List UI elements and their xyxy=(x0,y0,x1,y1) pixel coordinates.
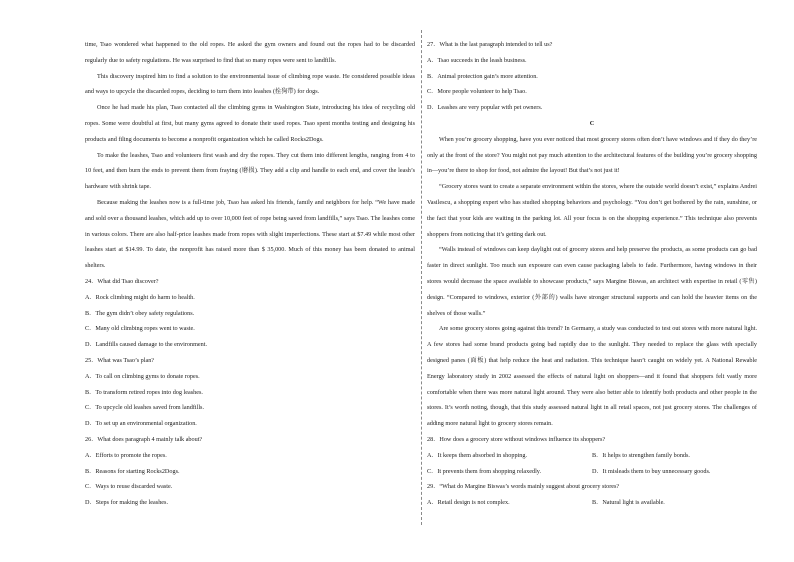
question-25-option-a[interactable]: A．To call on climbing gyms to donate ropes. xyxy=(85,372,200,380)
passage-paragraph: “Grocery stores want to create a separate environment within the stores, where the outside world doesn’t exist,” explains Andrei Vasilescu, a shopping expert who has studied shopping behaviors and psychology. “You don’t get bothered by the rain, sunshine, or the fact that your kids are waiting in the parking lot. All your focus is on the shopping experience.” This technique also prevents shoppers from noticing that it’s getting dark out. xyxy=(427,183,757,238)
question-28-stem: 28．How does a grocery store without windows influence its shoppers? xyxy=(427,435,606,443)
question-25-stem: 25．What was Tsao’s plan? xyxy=(85,356,155,364)
passage-paragraph: Are some grocery stores going against this trend? In Germany, a study was conducted to test out stores with more natural light. A few stores had some brand products going bad rapidly due to the sunlight. They needed to replace the glass with specially designed panes (面板) that help reduce the heat and radiation. This technique hasn’t caught on widely yet. A National Rewable Energy laboratory study in 2002 assessed the effects of natural light on shoppers—and it found that shoppers felt vastly more comfortable when there was more natural light around. They were also better able to identify both products and other people in the stores. It’s worth noting, though, that this study assessed natural light in all retail spaces, not just grocery stores. The challenges of adding more natural light to grocery stores remain. xyxy=(427,325,757,428)
passage-paragraph: When you’re grocery shopping, have you ever noticed that most grocery stores often don’t have windows and if they do they’re only at the front of the store? You might not pay much attention to the architectural features of the building you’re grocery shopping in—you’re there to shop for food, not admire the layout! But that’s not just it! xyxy=(427,135,757,175)
question-26-option-b[interactable]: B．Reasons for starting Rocks2Dogs. xyxy=(85,467,180,475)
passage-paragraph: This discovery inspired him to find a solution to the environmental issue of climbing rope waste. He considered possible ideas and ways to upcycle the discarded ropes, deciding to turn them into leashes (拴狗带) for dogs. xyxy=(85,72,415,96)
question-27-option-c[interactable]: C．More people volunteer to help Tsao. xyxy=(427,88,527,96)
question-29-stem: 29．“What do Margine Biswas’s words mainly suggest about grocery stores? xyxy=(427,483,620,491)
question-24-option-b[interactable]: B．The gym didn’t obey safety regulations. xyxy=(85,309,195,317)
question-28-option-a[interactable]: A．It keeps them absorbed in shopping. xyxy=(427,451,528,459)
question-26-stem: 26．What does paragraph 4 mainly talk about? xyxy=(85,435,203,443)
question-26-option-d[interactable]: D．Steps for making the leashes. xyxy=(85,499,168,507)
section-heading: C xyxy=(589,119,595,127)
question-29-option-a[interactable]: A．Retail design is not complex. xyxy=(427,499,510,507)
question-24-option-d[interactable]: D．Landfills caused damage to the environment. xyxy=(85,341,207,349)
passage-paragraph: time, Tsao wondered what happened to the old ropes. He asked the gym owners and found out the ropes had to be discarded regularly due to safety regulations. He was surprised to find that so many ropes were sent to landfills. xyxy=(85,41,415,64)
passage-paragraph: To make the leashes, Tsao and volunteers first wash and dry the ropes. They cut them into different lengths, ranging from 4 to 10 feet, and then burn the ends to prevent them from fraying (磨损). They add a clip and handle to each end, and cover the leash’s hardware with shrink tape. xyxy=(85,151,415,191)
column-divider xyxy=(421,30,422,525)
question-28-option-c[interactable]: C．It prevents them from shopping relaxedly. xyxy=(427,467,542,475)
question-27-option-b[interactable]: B．Animal protection gain’s more attention. xyxy=(427,72,538,80)
question-25-option-b[interactable]: B．To transform retired ropes into dog leashes. xyxy=(85,388,203,396)
right-column xyxy=(427,37,757,511)
question-28-option-d[interactable]: D．It misleads them to buy unnecessary goods. xyxy=(592,467,711,475)
question-27-option-d[interactable]: D．Leashes are very popular with pet owners. xyxy=(427,104,543,112)
left-column xyxy=(85,37,415,511)
question-29-option-b[interactable]: B．Natural light is available. xyxy=(592,499,665,507)
question-25-option-c[interactable]: C．To upcycle old leashes saved from landfills. xyxy=(85,404,204,412)
question-27-stem: 27．What is the last paragraph intended to tell us? xyxy=(427,41,553,48)
question-26-option-a[interactable]: A．Efforts to promote the ropes. xyxy=(85,451,167,459)
passage-paragraph: Once he had made his plan, Tsao contacted all the climbing gyms in Washington State, introducing his idea of recycling old ropes. Some were doubtful at first, but many gyms agreed to donate their used ropes. Tsao spent months testing and designing his products and filing documents to become a nonprofit organization which he called Rocks2Dogs. xyxy=(85,104,415,143)
question-28-option-b[interactable]: B．It helps to strengthen family bonds. xyxy=(592,451,690,459)
question-24-option-a[interactable]: A．Rock climbing might do harm to health. xyxy=(85,293,195,301)
question-28-options-row-1 xyxy=(427,448,757,464)
question-27-option-a[interactable]: A．Tsao succeeds in the leash business. xyxy=(427,56,527,64)
passage-paragraph: Because making the leashes now is a full-time job, Tsao has asked his friends, family and neighbors for help. “We have made and sold over a thousand leashes, which add up to over 10,000 feet of rope being saved from landfills,” says Tsao. The leashes come in various colors. There are also half-price leashes made from ropes with slight imperfections. These start at $7.49 while most other leashes start at $14.99. To date, the nonprofit has raised more than $ 35,000. Much of this money has been donated to animal shelters. xyxy=(85,198,415,270)
question-24-stem: 24．What did Tsao discover? xyxy=(85,277,159,285)
question-29-options-row-1 xyxy=(427,495,757,511)
question-26-option-c[interactable]: C．Ways to reuse discarded waste. xyxy=(85,483,173,491)
question-25-option-d[interactable]: D．To set up an environmental organization. xyxy=(85,420,197,428)
question-28-options-row-2 xyxy=(427,464,757,480)
passage-paragraph: “Walls instead of windows can keep daylight out of grocery stores and help preserve the products, as some products can go bad faster in direct sunlight. Too much sun exposure can even cause packaging labels to fade. Furthermore, having windows in their stores would decrease the space available to showcase products,” says Margine Biswas, an architect with expertise in retail (零售) design. “Compared to windows, exterior (外部的) walls have stronger structural supports and can hold the heavier items on the shelves of those walls.” xyxy=(427,246,757,317)
question-24-option-c[interactable]: C．Many old climbing ropes went to waste. xyxy=(85,325,195,333)
